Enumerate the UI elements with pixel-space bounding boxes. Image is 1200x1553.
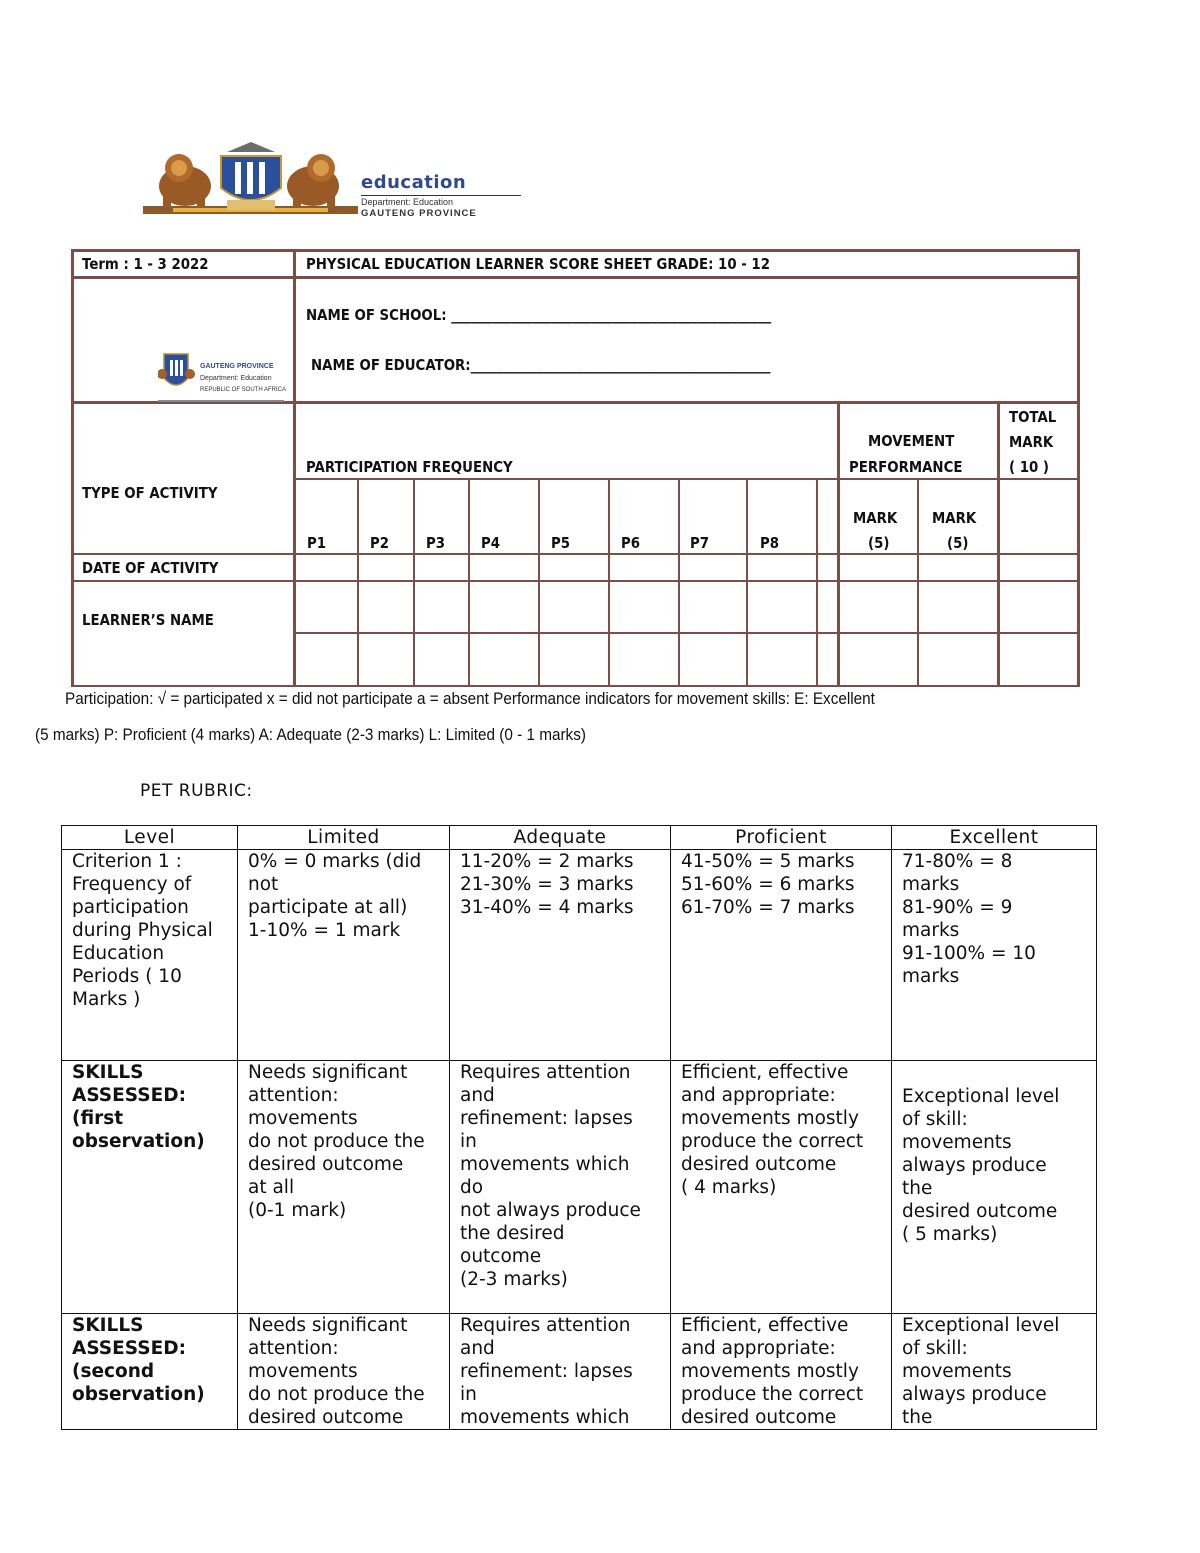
adequate-cell: 11-20% = 2 marks 21-30% = 3 marks 31-40% = 4 marks (450, 850, 671, 1061)
rubric-title: PET RUBRIC: (140, 781, 253, 801)
rubric-header: Level (62, 826, 238, 850)
date-of-activity-label: DATE OF ACTIVITY (82, 559, 219, 577)
total-header-line2: MARK (1009, 433, 1054, 451)
legend-line2: (5 marks) P: Proficient (4 marks) A: Adequate (2-3 marks) L: Limited (0 - 1 marks) (35, 725, 586, 744)
sheet-title: PHYSICAL EDUCATION LEARNER SCORE SHEET GRADE: 10 - 12 (306, 255, 770, 273)
period-header: P6 (621, 534, 641, 552)
logo-rule (361, 195, 521, 196)
mark-header-2-value: (5) (947, 534, 969, 552)
excellent-cell: Exceptional level of skill: movements always produce the (892, 1314, 1097, 1430)
logo-department: Department: Education (361, 197, 454, 207)
proficient-cell: 41-50% = 5 marks 51-60% = 6 marks 61-70% = 7 marks (671, 850, 892, 1061)
excellent-cell: Exceptional level of skill: movements always produce the desired outcome ( 5 marks) (892, 1061, 1097, 1314)
limited-cell: Needs significant attention: movements do not produce the desired outcome at all (0-1 mark) (238, 1061, 450, 1314)
rubric-header: Limited (238, 826, 450, 850)
rubric-header-row (62, 826, 1097, 850)
rubric-header: Excellent (892, 826, 1097, 850)
logo-province: GAUTENG PROVINCE (361, 208, 477, 219)
small-logo-line1: GAUTENG PROVINCE (200, 363, 274, 370)
mark-header-2: MARK (932, 509, 977, 527)
period-header: P7 (690, 534, 710, 552)
limited-cell: 0% = 0 marks (did not participate at all) 1-10% = 1 mark (238, 850, 450, 1061)
participation-frequency-header: PARTICIPATION FREQUENCY (306, 458, 513, 476)
type-of-activity-label: TYPE OF ACTIVITY (82, 484, 218, 502)
period-header: P5 (551, 534, 571, 552)
mark-header-1: MARK (853, 509, 898, 527)
legend-line1: Participation: √ = participated x = did not participate a = absent Performance indicators for movement skills: E: Excellent (65, 689, 875, 708)
rubric-row (62, 850, 1097, 1061)
rubric-row (62, 1314, 1097, 1430)
learners-name-label: LEARNER’S NAME (82, 611, 214, 629)
education-logo (143, 142, 533, 220)
proficient-cell: Efficient, effective and appropriate: movements mostly produce the correct desired outcome ( 4 marks) (671, 1061, 892, 1314)
school-name-field[interactable]: NAME OF SCHOOL: ________________________________________________ (306, 306, 772, 324)
pet-rubric-table (61, 825, 1097, 1430)
criterion-cell: SKILLS ASSESSED: (first observation) (62, 1061, 238, 1314)
movement-header-line1: MOVEMENT (868, 432, 955, 450)
limited-cell: Needs significant attention: movements do not produce the desired outcome (238, 1314, 450, 1430)
small-logo-line3: REPUBLIC OF SOUTH AFRICA (200, 387, 287, 393)
total-header-line1: TOTAL (1009, 408, 1057, 426)
small-logo-line2: Department: Education (200, 375, 272, 382)
crest-icon (158, 344, 287, 402)
criterion-cell: SKILLS ASSESSED: (second observation) (62, 1314, 238, 1430)
province-logo (158, 344, 287, 402)
proficient-cell: Efficient, effective and appropriate: movements mostly produce the correct desired outcome (671, 1314, 892, 1430)
rubric-header: Adequate (450, 826, 671, 850)
excellent-cell: 71-80% = 8 marks 81-90% = 9 marks 91-100% = 10 marks (892, 850, 1097, 1061)
rubric-row (62, 1061, 1097, 1314)
movement-header-line2: PERFORMANCE (849, 458, 963, 476)
period-header: P4 (481, 534, 501, 552)
mark-header-1-value: (5) (868, 534, 890, 552)
criterion-cell: Criterion 1 : Frequency of participation during Physical Education Periods ( 10 Marks ) (62, 850, 238, 1061)
adequate-cell: Requires attention and refinement: lapses in movements which (450, 1314, 671, 1430)
logo-word: education (361, 172, 467, 193)
term-label: Term : 1 - 3 2022 (82, 255, 209, 273)
adequate-cell: Requires attention and refinement: lapses in movements which do not always produce the desired outcome (2-3 marks) (450, 1061, 671, 1314)
coat-of-arms-icon (143, 142, 358, 220)
period-header: P3 (426, 534, 446, 552)
educator-name-field[interactable]: NAME OF EDUCATOR:_____________________________________________ (311, 356, 771, 374)
rubric-header: Proficient (671, 826, 892, 850)
period-header: P8 (760, 534, 780, 552)
period-header: P1 (307, 534, 327, 552)
period-header: P2 (370, 534, 390, 552)
total-header-line3: ( 10 ) (1009, 458, 1050, 476)
